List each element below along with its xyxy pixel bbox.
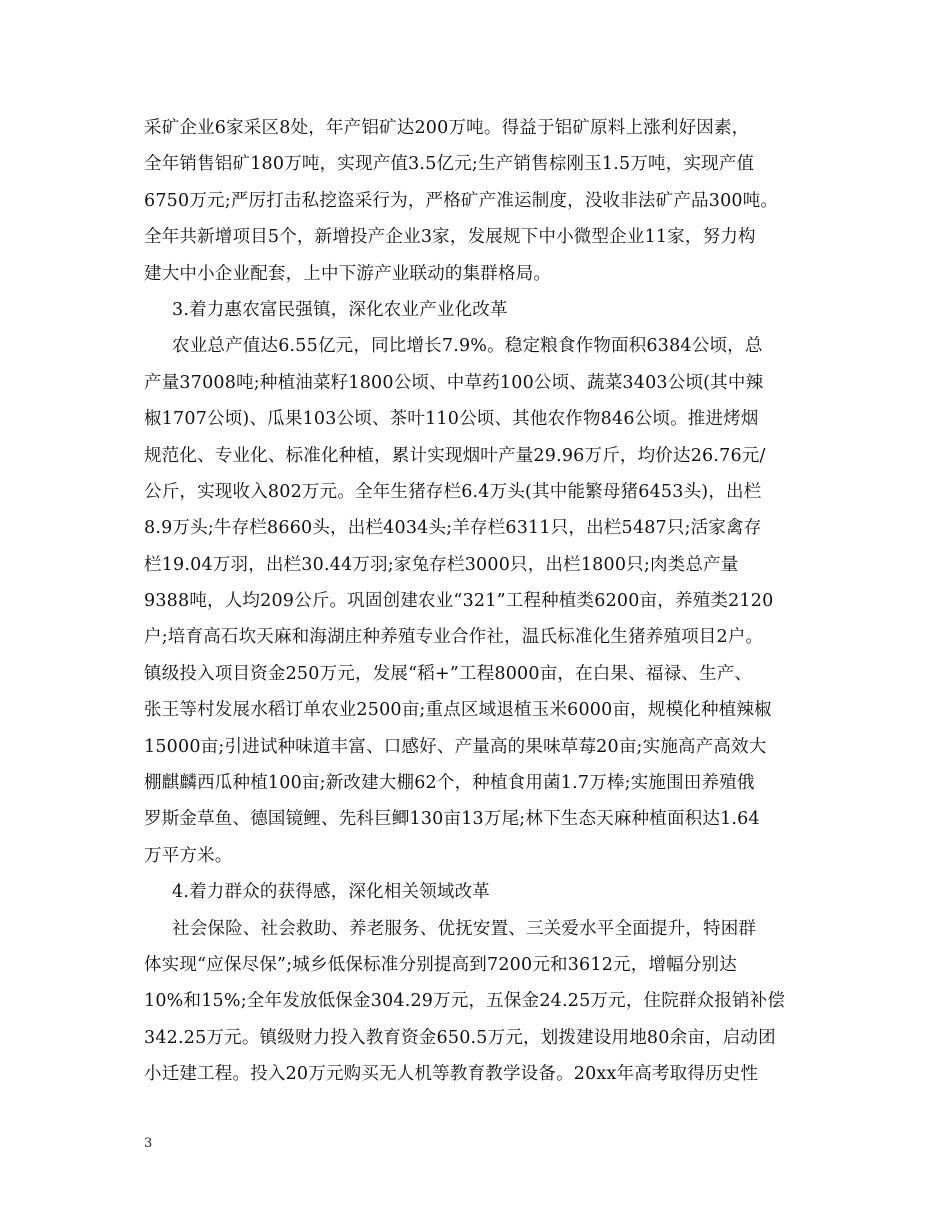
section-heading-3: 3.着力惠农富民强镇，深化农业产业化改革: [172, 299, 508, 320]
line-16: 镇级投入项目资金250万元，发展“稻+”工程8000亩，在白果、福禄、生产、: [144, 663, 753, 684]
line-08: 产量37008吨;种植油菜籽1800公顷、中草药100公顷、蔬菜3403公顷(其中辣: [144, 372, 764, 393]
section-heading-4: 4.着力群众的获得感，深化相关领域改革: [172, 882, 490, 903]
page-number: 3: [144, 1136, 153, 1151]
line-25: 10%和15%;全年发放低保金304.29万元，五保金24.25万元，住院群众报销补偿: [144, 991, 786, 1012]
line-15: 户;培育高石坎天麻和海湖庄种养殖专业合作社，温氏标准化生猪养殖项目2户。: [144, 627, 764, 648]
line-09: 椒1707公顷)、瓜果103公顷、茶叶110公顷、其他农作物846公顷。推进烤烟: [144, 409, 759, 430]
line-05: 建大中小企业配套，上中下游产业联动的集群格局。: [144, 263, 552, 284]
line-18: 15000亩;引进试种味道丰富、口感好、产量高的果味草莓20亩;实施高产高效大: [144, 736, 767, 757]
line-26: 342.25万元。镇级财力投入教育资金650.5万元，划拨建设用地80余亩，启动团: [144, 1027, 776, 1048]
line-04: 全年共新增项目5个，新增投产企业3家，发展规下中小微型企业11家，努力构: [144, 227, 756, 248]
line-23: 社会保险、社会救助、养老服务、优抚安置、三关爱水平全面提升，特困群: [172, 918, 757, 939]
line-11: 公斤，实现收入802万元。全年生猪存栏6.4万头(其中能繁母猪6453头)，出栏: [144, 481, 762, 502]
line-07: 农业总产值达6.55亿元，同比增长7.9%。稳定粮食作物面积6384公顷，总: [172, 336, 763, 357]
line-17: 张王等村发展水稻订单农业2500亩;重点区域退植玉米6000亩，规模化种植辣椒: [144, 700, 772, 721]
document-page: [144, 110, 808, 1093]
line-14: 9388吨，人均209公斤。巩固创建农业“321”工程种植类6200亩，养殖类2120: [144, 591, 774, 612]
line-03: 6750万元;严厉打击私挖盗采行为，严格矿产准运制度，没收非法矿产品300吨。: [144, 190, 779, 211]
line-24: 体实现“应保尽保”;城乡低保标准分别提高到7200元和3612元，增幅分别达: [144, 954, 737, 975]
line-12: 8.9万头;牛存栏8660头，出栏4034头;羊存栏6311只，出栏5487只;活家禽存: [144, 518, 762, 539]
line-21: 万平方米。: [144, 845, 233, 866]
line-19: 棚麒麟西瓜种植100亩;新改建大棚62个，种植食用菌1.7万棒;实施围田养殖俄: [144, 773, 755, 794]
line-27: 小迁建工程。投入20万元购买无人机等教育教学设备。20xx年高考取得历史性: [144, 1064, 759, 1085]
line-20: 罗斯金草鱼、德国镜鲤、先科巨鲫130亩13万尾;林下生态天麻种植面积达1.64: [144, 809, 760, 830]
line-10: 规范化、专业化、标准化种植，累计实现烟叶产量29.96万斤，均价达26.76元/: [144, 445, 766, 466]
line-02: 全年销售铝矿180万吨，实现产值3.5亿元;生产销售棕刚玉1.5万吨，实现产值: [144, 154, 755, 175]
line-13: 栏19.04万羽，出栏30.44万羽;家兔存栏3000只，出栏1800只;肉类总产量: [144, 554, 739, 575]
line-01: 采矿企业6家采区8处，年产铝矿达200万吨。得益于铝矿原料上涨利好因素，: [144, 118, 750, 138]
